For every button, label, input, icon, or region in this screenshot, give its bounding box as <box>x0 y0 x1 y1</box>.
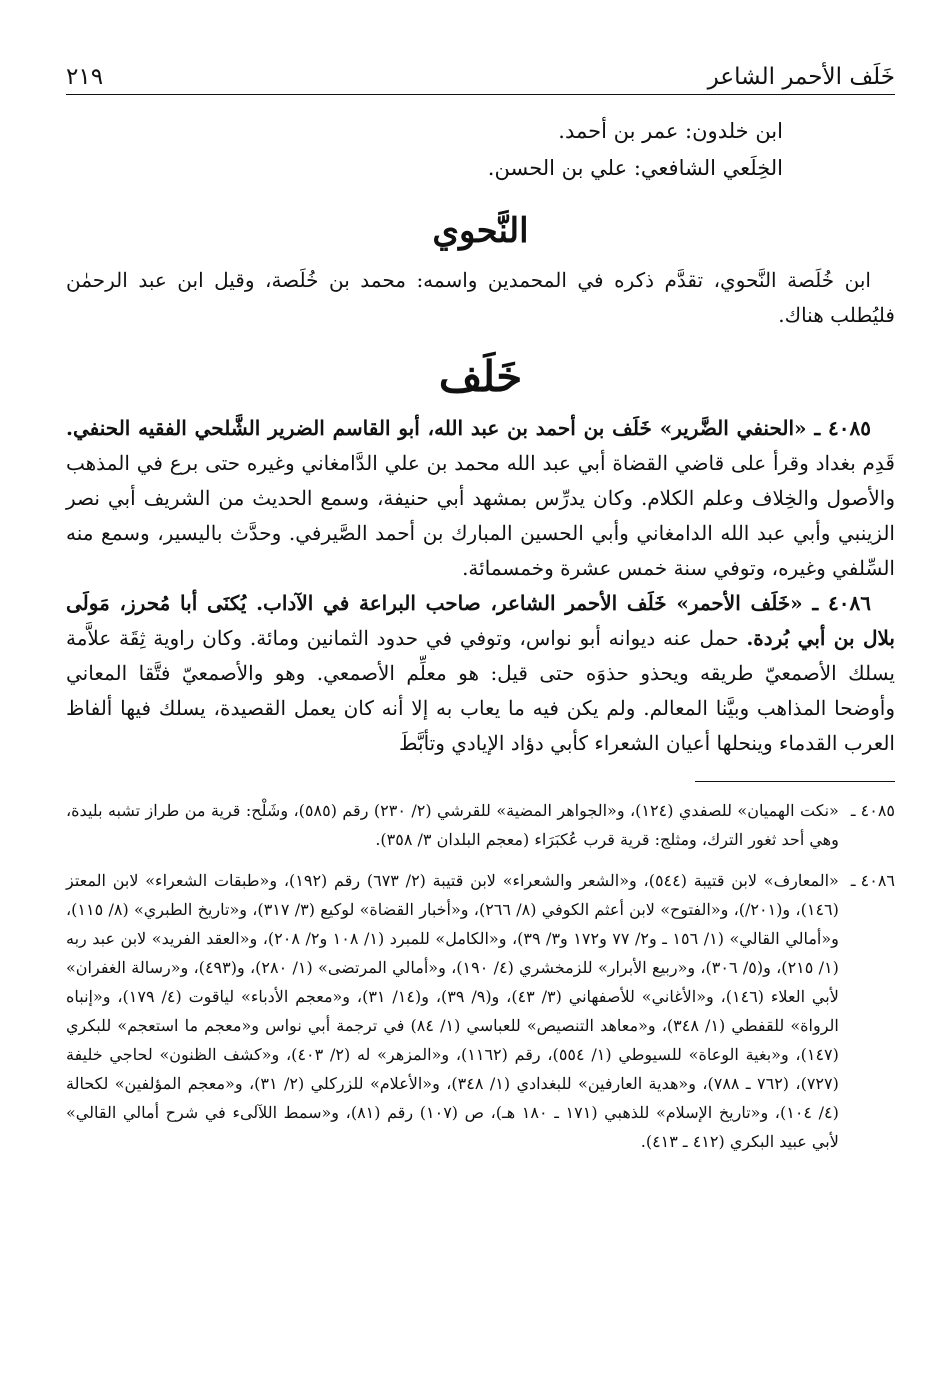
nahwi-paragraph: ابن خُلَصة النَّحوي، تقدَّم ذكره في المحمدين واسمه: محمد بن خُلَصة، وقيل ابن عبد الرحمٰن فليُطلب هناك. <box>66 268 895 327</box>
entry-text: قَدِم بغداد وقرأ على قاضي القضاة أبي عبد الله محمد بن علي الدَّامغاني وغيره حتى برع في المذهب والأصول والخِلاف وعلم الكلام. وكان يدرِّس بمشهد أبي حنيفة، وسمع الحديث من الشريف أبي نصر الزينبي وأبي عبد الله الدامغاني وأبي الحسين المبارك بن أحمد الصَّيرفي. وحدَّث باليسير، وسمع منه السِّلفي وغيره، وتوفي سنة خمس عشرة وخمسمائة. <box>66 451 895 580</box>
section-heading-khalaf: خَلَف <box>438 352 523 401</box>
page-number: ٢١٩ <box>66 64 104 90</box>
entry-title: ٤٠٨٥ ـ «الحنفي الضَّرير» خَلَف بن أحمد بن عبد الله، أبو القاسم الضرير الشَّلحي الفقيه الحنفي. <box>66 416 871 440</box>
footnote-rule <box>695 781 895 782</box>
footnote-number: ٤٠٨٦ ـ <box>850 871 895 890</box>
footnote-4086 <box>66 866 895 1156</box>
name-line: ابن خلدون: عمر بن أحمد. <box>558 119 783 143</box>
footnote-number: ٤٠٨٥ ـ <box>850 801 895 820</box>
section-heading-nahwi: النَّحوي <box>432 211 529 251</box>
entry-text: حمل عنه ديوانه أبو نواس، وتوفي في حدود الثمانين ومائة. وكان راوية ثِقَة علاَّمة يسلك الأصمعيّ طريقه ويحذو حذوَه حتى قيل: هو معلِّم الأصمعي. وهو والأصمعيّ فتَّقا المعاني وأوضحا المذاهب وبيَّنا المعالم. ولم يكن فيه ما يعاب به إلا أنه كان يعمل القصيدة، يسلك فيها ألفاظ العرب القدماء وينحلها أعيان الشعراء كأبي دؤاد الإيادي وتأبَّطَ <box>66 626 895 755</box>
book-page <box>66 46 895 1336</box>
footnote-4085 <box>66 796 895 854</box>
footnote-text: «المعارف» لابن قتيبة (٥٤٤)، و«الشعر والشعراء» لابن قتيبة (٢/ ٦٧٣) رقم (١٩٢)، و«طبقات الشعراء» لابن المعتز (١٤٦)، و(٢٠١/)، و«الفتوح» لابن أعثم الكوفي (٨/ ٢٦٦)، و«أخبار القضاة» لوكيع (٣/ ٣١٧)، و«تاريخ الطبري» (٨/ ١١٥)، و«أمالي القالي» (١/ ١٥٦ ـ و٢/ ٧٧ و١٧٢ و٣/ ٣٩)، و«الكامل» للمبرد (١/ ١٠٨ و٢/ ٢٠٨)، و«العقد الفريد» لابن عبد ربه (١/ ٢١٥)، و(٥/ ٣٠٦)، و«ربيع الأبرار» للزمخشري (٤/ ١٩٠)، و«أمالي المرتضى» (١/ ٢٨٠)، و(٤٩٣)، و«رسالة الغفران» لأبي العلاء (١٤٦)، و«الأغاني» للأصفهاني (٣/ ٤٣)، و(٩/ ٣٩)، و(١٤/ ٣١)، و«معجم الأدباء» لياقوت (٤/ ١٧٩)، و«إنباه الرواة» للقفطي (١/ ٣٤٨)، و«معاهد التنصيص» للعباسي (١/ ٨٤) في ترجمة أبي نواس و«معجم ما استعجم» للبكري (١٤٧)، و«بغية الوعاة» للسيوطي (١/ ٥٥٤)، رقم (١١٦٢)، و«المزهر» له (٢/ ٤٠٣)، و«كشف الظنون» لحاجي خليفة (٧٢٧)، (٧٦٢ ـ ٧٨٨)، و«هدية العارفين» للبغدادي (١/ ٣٤٨)، و«الأعلام» للزركلي (٢/ ٣١)، و«معجم المؤلفين» لكحالة (٤/ ١٠٤)، و«تاريخ الإسلام» للذهبي (١٧١ ـ ١٨٠ هـ)، ص (١٠٧) رقم (٨١)، و«سمط اللآلىء في شرح أمالي القالي» لأبي عبيد البكري (٤١٢ ـ ٤١٣). <box>66 871 839 1151</box>
name-line: الخِلَعي الشافعي: علي بن الحسن. <box>487 156 783 180</box>
entry-4085 <box>66 411 895 586</box>
entry-title: ٤٠٨٦ ـ «خَلَف الأحمر» خَلَف الأحمر الشاعر، صاحب البراعة في الآداب. يُكنَى أبا مُحرز، مَولَى بلال بن أبي بُردة. <box>66 591 895 650</box>
footnote-text: «نكت الهميان» للصفدي (١٢٤)، و«الجواهر المضية» للقرشي (٢/ ٢٣٠) رقم (٥٨٥)، وشَلْح: قرية من طراز تشبه بليدة، وهي أحد ثغور الترك، ومثلج: قرية قرب عُكبَرَاء (معجم البلدان ٣/ ٣٥٨). <box>66 801 839 849</box>
name-list <box>66 113 895 187</box>
entry-4086 <box>66 586 895 761</box>
running-header <box>66 46 895 90</box>
header-rule <box>66 94 895 95</box>
running-title: خَلَف الأحمر الشاعر <box>707 64 895 90</box>
